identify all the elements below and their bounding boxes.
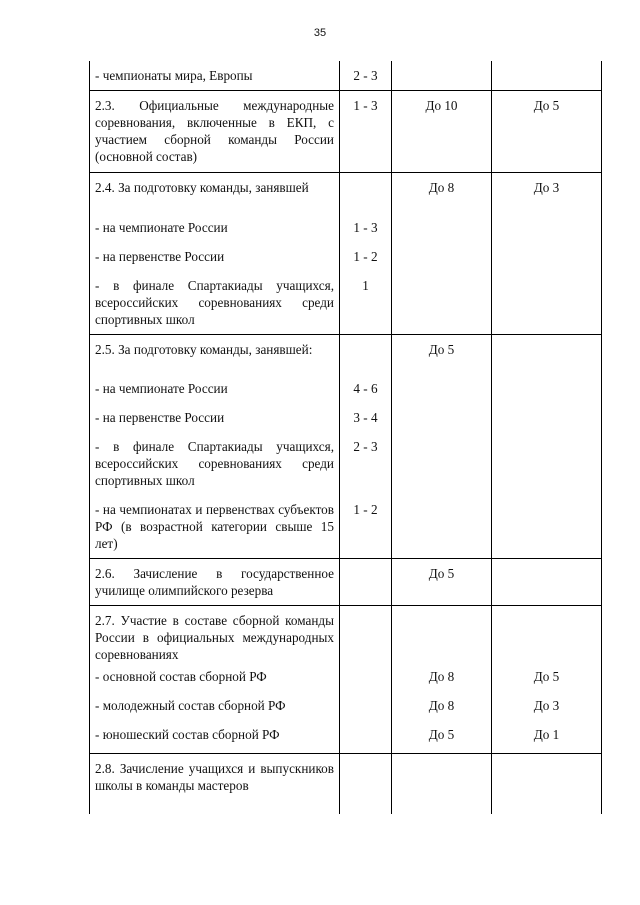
places-cell: 2 - 3 [340,438,392,501]
places-cell: 2 - 3 [340,61,392,91]
value-cell-1: До 8 [392,668,492,697]
criterion-text: 2.5. За подготовку команды, занявшей: [90,334,340,380]
value-cell-2: До 5 [492,668,602,697]
value-cell-2: До 5 [492,91,602,173]
criterion-text: - на чемпионате России [90,219,340,248]
places-cell: 1 [340,277,392,335]
table-row [90,726,602,754]
places-cell [340,173,392,219]
table-row [90,219,602,248]
places-cell [340,559,392,606]
value-cell-1: До 10 [392,91,492,173]
value-cell-2 [492,334,602,380]
criterion-text: 2.8. Зачисление учащихся и выпускников школы в команды мастеров [90,754,340,814]
criterion-text: - основной состав сборной РФ [90,668,340,697]
page-number: 35 [313,27,327,39]
places-cell: 1 - 3 [340,219,392,248]
value-cell-1 [392,380,492,409]
value-cell-2: До 3 [492,697,602,726]
value-cell-2 [492,754,602,814]
value-cell-1 [392,61,492,91]
value-cell-1 [392,438,492,501]
places-cell: 4 - 6 [340,380,392,409]
criterion-text: 2.6. Зачисление в государственное училище олимпийского резерва [90,559,340,606]
table-row [90,697,602,726]
value-cell-1 [392,501,492,559]
value-cell-2 [492,559,602,606]
places-cell: 1 - 3 [340,91,392,173]
criterion-text: - на первенстве России [90,409,340,438]
value-cell-2: До 3 [492,173,602,219]
places-cell: 1 - 2 [340,501,392,559]
places-cell [340,726,392,754]
value-cell-1 [392,754,492,814]
table-row [90,559,602,606]
table-row [90,438,602,501]
criterion-text: 2.4. За подготовку команды, занявшей [90,173,340,219]
value-cell-2 [492,501,602,559]
criterion-text: 2.3. Официальные международные соревнования, включенные в ЕКП, с участием сборной команды России (основной состав) [90,91,340,173]
table-row [90,668,602,697]
value-cell-1 [392,606,492,668]
places-cell [340,334,392,380]
value-cell-1: До 5 [392,334,492,380]
value-cell-2 [492,380,602,409]
value-cell-1: До 8 [392,173,492,219]
criterion-text: - чемпионаты мира, Европы [90,61,340,91]
criterion-text: - в финале Спартакиады учащихся, всероссийских соревнованиях среди спортивных школ [90,277,340,335]
criterion-text: - на первенстве России [90,248,340,277]
value-cell-1: До 5 [392,726,492,754]
criterion-text: - молодежный состав сборной РФ [90,697,340,726]
value-cell-2 [492,409,602,438]
criterion-text: - на чемпионатах и первенствах субъектов РФ (в возрастной категории свыше 15 лет) [90,501,340,559]
table-row [90,61,602,91]
criterion-text: - в финале Спартакиады учащихся, всероссийских соревнованиях среди спортивных школ [90,438,340,501]
table-row [90,380,602,409]
places-cell [340,668,392,697]
table-row [90,91,602,173]
criterion-text: - юношеский состав сборной РФ [90,726,340,754]
value-cell-2 [492,248,602,277]
criterion-text: - на чемпионате России [90,380,340,409]
value-cell-1: До 8 [392,697,492,726]
places-cell [340,754,392,814]
value-cell-1 [392,409,492,438]
criterion-text: 2.7. Участие в составе сборной команды России в официальных международных соревнованиях [90,606,340,668]
places-cell: 3 - 4 [340,409,392,438]
table-row [90,754,602,814]
bonus-criteria-table [89,61,602,814]
table-row [90,409,602,438]
places-cell [340,697,392,726]
value-cell-1 [392,248,492,277]
value-cell-2 [492,606,602,668]
table-row [90,606,602,668]
value-cell-2 [492,277,602,335]
value-cell-2 [492,438,602,501]
value-cell-2 [492,61,602,91]
value-cell-1 [392,277,492,335]
table-row [90,334,602,380]
value-cell-2: До 1 [492,726,602,754]
places-cell [340,606,392,668]
table-row [90,248,602,277]
table-row [90,501,602,559]
value-cell-1: До 5 [392,559,492,606]
table-row [90,173,602,219]
value-cell-2 [492,219,602,248]
table-row [90,277,602,335]
value-cell-1 [392,219,492,248]
places-cell: 1 - 2 [340,248,392,277]
